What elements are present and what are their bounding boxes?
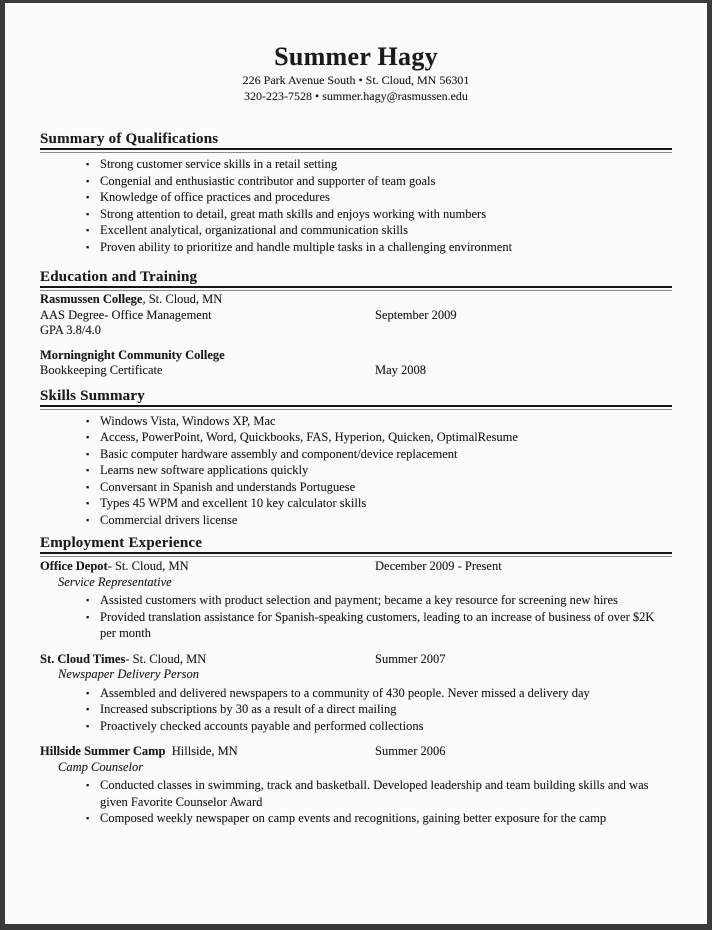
section-heading-education: Education and Training bbox=[40, 269, 198, 285]
company-name: Office Depot bbox=[40, 559, 108, 573]
section-qualifications bbox=[40, 131, 672, 255]
job-title: Newspaper Delivery Person bbox=[58, 667, 199, 681]
candidate-name: Summer Hagy bbox=[274, 42, 438, 71]
education-entry bbox=[40, 292, 672, 339]
bullet-icon: ▪ bbox=[86, 208, 90, 219]
bullet-icon: ▪ bbox=[86, 498, 90, 508]
bullet-icon: ▪ bbox=[86, 415, 90, 426]
gpa-line bbox=[40, 323, 672, 339]
bullet-text: Assisted customers with product selection and payment; became a key resource for screening new hires bbox=[100, 593, 618, 607]
job-entry bbox=[40, 559, 672, 642]
bullet-icon: ▪ bbox=[86, 813, 90, 823]
job-entry bbox=[40, 652, 672, 735]
bullet-icon: ▪ bbox=[86, 704, 90, 714]
bullet-text: Increased subscriptions by 30 as a result of a direct mailing bbox=[100, 702, 397, 716]
bullet-text: Conversant in Spanish and understands Portuguese bbox=[100, 479, 356, 494]
bullet-text: Strong attention to detail, great math skills and enjoys working with numbers bbox=[100, 206, 487, 221]
school-line bbox=[40, 292, 672, 308]
bullet-icon: ▪ bbox=[86, 481, 90, 492]
bullet-text: Windows Vista, Windows XP, Mac bbox=[100, 413, 276, 428]
school-line bbox=[40, 348, 672, 364]
bullet-text: Commercial drivers license bbox=[100, 512, 238, 527]
company-location: - St. Cloud, MN bbox=[107, 559, 189, 573]
bullet-icon: ▪ bbox=[86, 448, 90, 459]
school-name: Rasmussen College bbox=[40, 292, 143, 306]
job-date: Summer 2007 bbox=[375, 651, 446, 666]
bullet-text: Proven ability to prioritize and handle multiple tasks in a challenging environment bbox=[100, 239, 513, 254]
job-date: Summer 2006 bbox=[375, 744, 446, 758]
section-rule bbox=[40, 286, 672, 291]
bullet-text: Congenial and enthusiastic contributor and supporter of team goals bbox=[100, 173, 436, 188]
job-bullets bbox=[40, 685, 672, 735]
program-line bbox=[40, 363, 672, 379]
education-date: May 2008 bbox=[375, 363, 427, 377]
section-rule bbox=[40, 148, 672, 153]
list-item bbox=[40, 592, 672, 609]
program-line bbox=[40, 308, 672, 324]
resume-header bbox=[40, 3, 672, 104]
list-item bbox=[40, 701, 672, 718]
list-item bbox=[40, 222, 672, 239]
bullet-text: Conducted classes in swimming, track and basketball. Developed leadership and team building skills and was given Favorite Counselor Award bbox=[100, 778, 649, 809]
bullet-icon: ▪ bbox=[86, 465, 90, 475]
qualifications-list bbox=[40, 156, 672, 255]
bullet-text: Learns new software applications quickly bbox=[100, 463, 309, 477]
list-item bbox=[40, 206, 672, 223]
bullet-icon: ▪ bbox=[86, 432, 90, 442]
bullet-icon: ▪ bbox=[86, 159, 90, 169]
bullet-icon: ▪ bbox=[86, 720, 90, 731]
job-bullets bbox=[40, 777, 672, 827]
contact-line: 320-223-7528 • summer.hagy@rasmussen.edu bbox=[244, 89, 468, 103]
bullet-icon: ▪ bbox=[86, 192, 90, 202]
list-item bbox=[40, 446, 672, 463]
list-item bbox=[40, 777, 672, 810]
bullet-text: Proactively checked accounts payable and performed collections bbox=[100, 718, 424, 733]
bullet-text: Excellent analytical, organizational and communication skills bbox=[100, 223, 409, 237]
company-location: Hillside, MN bbox=[165, 744, 238, 758]
list-item bbox=[40, 429, 672, 446]
school-location: , St. Cloud, MN bbox=[142, 292, 223, 306]
address-line: 226 Park Avenue South • St. Cloud, MN 56301 bbox=[242, 73, 470, 87]
company-line bbox=[40, 744, 672, 760]
company-line bbox=[40, 559, 672, 575]
list-item bbox=[40, 512, 672, 529]
bullet-icon: ▪ bbox=[86, 611, 90, 622]
bullet-icon: ▪ bbox=[86, 225, 90, 235]
bullet-text: Access, PowerPoint, Word, Quickbooks, FAS, Hyperion, Quicken, OptimalResume bbox=[100, 430, 518, 444]
bullet-icon: ▪ bbox=[86, 780, 90, 790]
section-education bbox=[40, 269, 672, 379]
bullet-text: Provided translation assistance for Spanish-speaking customers, leading to an increase of business of over $2K per month bbox=[100, 609, 655, 640]
list-item bbox=[40, 462, 672, 479]
list-item bbox=[40, 156, 672, 173]
skills-list bbox=[40, 413, 672, 529]
list-item bbox=[40, 810, 672, 827]
section-employment bbox=[40, 535, 672, 827]
section-skills bbox=[40, 388, 672, 529]
list-item bbox=[40, 413, 672, 430]
job-title: Service Representative bbox=[58, 574, 172, 589]
list-item bbox=[40, 479, 672, 496]
section-heading-skills: Skills Summary bbox=[40, 387, 145, 404]
section-rule bbox=[40, 405, 672, 410]
section-heading-qualifications: Summary of Qualifications bbox=[40, 131, 219, 147]
education-entry bbox=[40, 348, 672, 379]
list-item bbox=[40, 609, 672, 642]
bullet-icon: ▪ bbox=[86, 175, 90, 186]
resume-page bbox=[5, 3, 707, 924]
list-item bbox=[40, 189, 672, 206]
bullet-icon: ▪ bbox=[86, 241, 90, 252]
bullet-text: Types 45 WPM and excellent 10 key calculator skills bbox=[100, 496, 367, 510]
section-rule bbox=[40, 552, 672, 557]
education-date: September 2009 bbox=[375, 307, 457, 322]
bullet-icon: ▪ bbox=[86, 687, 90, 698]
job-entry bbox=[40, 744, 672, 827]
list-item bbox=[40, 718, 672, 735]
company-name: St. Cloud Times bbox=[40, 651, 126, 666]
bullet-text: Basic computer hardware assembly and component/device replacement bbox=[100, 446, 458, 461]
school-name: Morningnight Community College bbox=[40, 347, 225, 362]
program-name: Bookkeeping Certificate bbox=[40, 363, 163, 377]
resume-content bbox=[5, 3, 707, 827]
bullet-text: Knowledge of office practices and procedures bbox=[100, 190, 330, 204]
job-title: Camp Counselor bbox=[58, 759, 144, 774]
company-name: Hillside Summer Camp bbox=[40, 744, 166, 758]
bullet-text: Composed weekly newspaper on camp events and recognitions, gaining better exposure for the camp bbox=[100, 811, 607, 825]
section-heading-employment: Employment Experience bbox=[40, 535, 203, 551]
list-item bbox=[40, 685, 672, 702]
gpa-value: GPA 3.8/4.0 bbox=[40, 323, 102, 337]
bullet-text: Strong customer service skills in a retail setting bbox=[100, 157, 338, 171]
list-item bbox=[40, 239, 672, 256]
company-line bbox=[40, 652, 672, 668]
program-name: AAS Degree- Office Management bbox=[40, 307, 212, 322]
bullet-icon: ▪ bbox=[86, 595, 90, 605]
job-date: December 2009 - Present bbox=[375, 559, 502, 573]
list-item bbox=[40, 173, 672, 190]
bullet-icon: ▪ bbox=[86, 514, 90, 525]
bullet-text: Assembled and delivered newspapers to a community of 430 people. Never missed a delivery day bbox=[100, 685, 590, 700]
company-location: - St. Cloud, MN bbox=[125, 651, 207, 666]
job-bullets bbox=[40, 592, 672, 642]
list-item bbox=[40, 495, 672, 512]
